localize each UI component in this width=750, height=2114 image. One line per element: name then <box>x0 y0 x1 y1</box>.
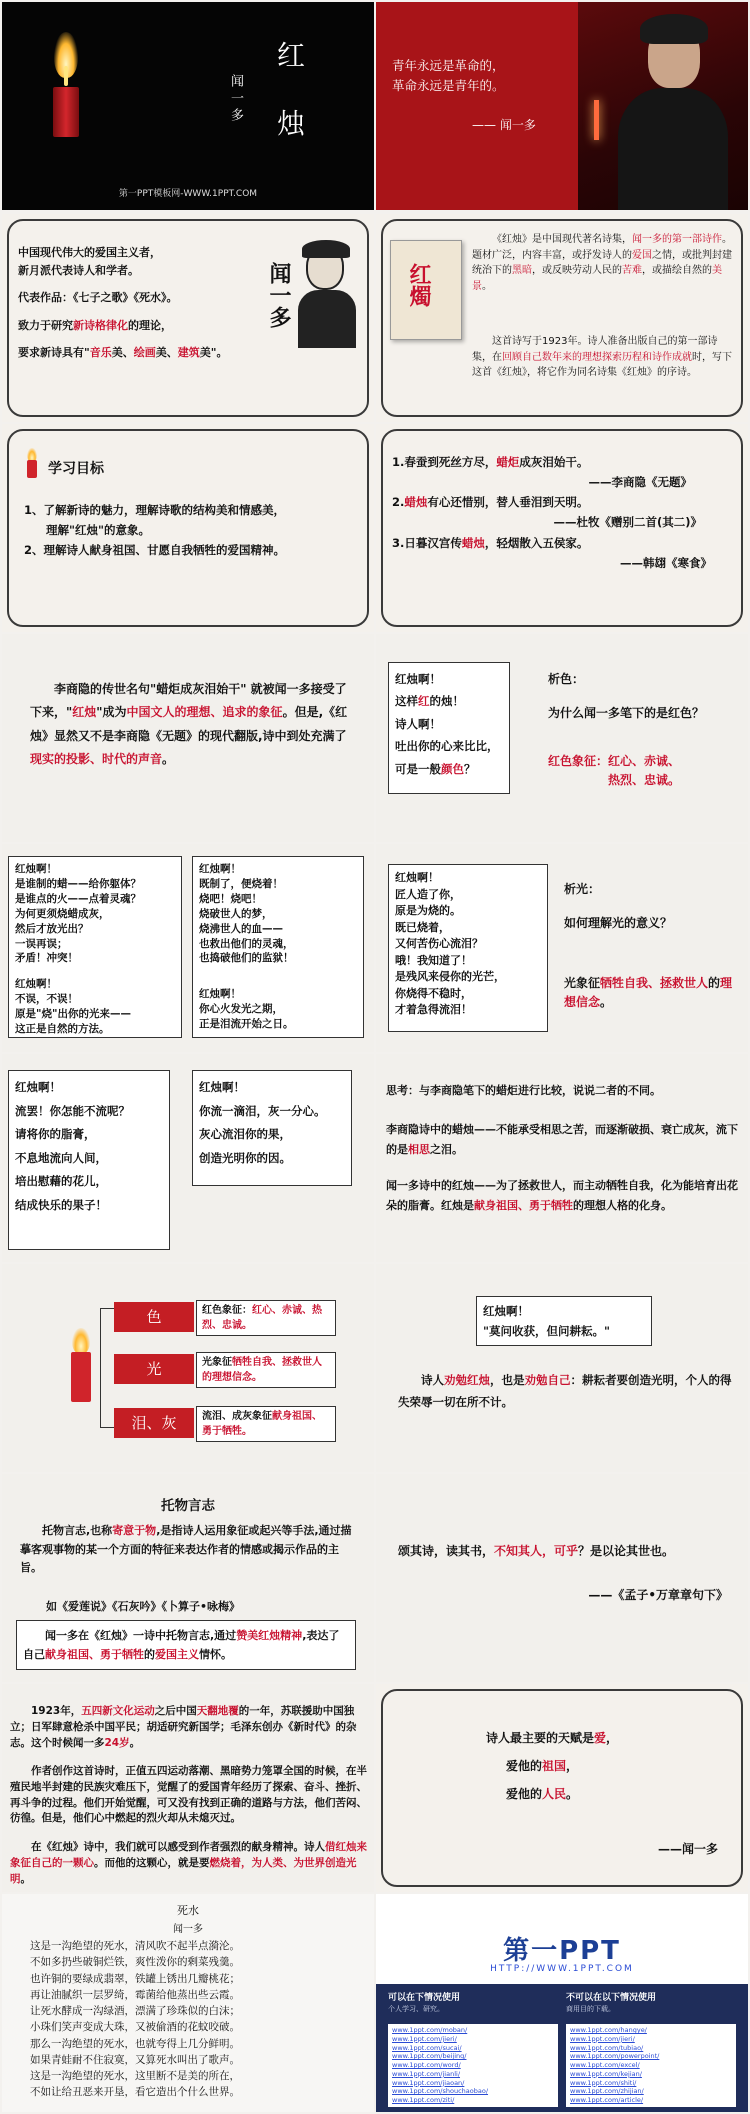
compare-question: 思考：与李商隐笔下的蜡炬进行比较，说说二者的不同。 <box>386 1084 661 1097</box>
dead-water-title: 死水 <box>177 1904 199 1917</box>
poem-line: 小珠们笑声变成大珠，又被偷酒的花蚊咬破。 <box>30 2021 240 2034</box>
goals-heading: 学习目标 <box>48 461 104 477</box>
tuowu-box: 闻一多在《红烛》一诗中托物言志,通过赞美红烛精神,表达了自己献身祖国、勇于牺牲的爱国主义情怀。 <box>16 1620 356 1670</box>
slide-poems <box>376 424 748 632</box>
poem-line: 匠人造了你， <box>395 887 461 901</box>
poem-line: 既已烧着， <box>395 920 450 934</box>
poem-line: 是谁制的蜡——给你躯体？ <box>15 877 141 890</box>
slide-quote <box>376 2 748 210</box>
encourage-box: 红烛啊！ "莫问收获，但问耕耘。" <box>476 1296 652 1346</box>
love-line-2: 爱他的祖国， <box>506 1759 579 1774</box>
slide-poem-flow <box>2 1054 374 1262</box>
tuowu-paragraph-1: 托物言志,也称寄意于物,是指诗人运用象征或起兴等手法,通过描摹客观事物的某一个方面的特征来表达作者的情感或揭示作品的主旨。 <box>20 1524 352 1575</box>
poem-line: 不息地流向人间， <box>15 1150 107 1165</box>
symbol-meaning: 流泪、成灰象征献身祖国、勇于牺牲。 <box>196 1406 336 1442</box>
quote-line-2: 革命永远是青年的。 <box>392 78 505 93</box>
goal-1b: 理解"红烛"的意象。 <box>46 523 150 538</box>
symbol-meaning: 光象征牺牲自我、拯救世人的理想信念。 <box>196 1352 336 1388</box>
candle-image <box>42 32 92 142</box>
poem-line: 一误再误； <box>15 937 68 950</box>
flow-poem-box-left <box>8 1070 170 1250</box>
poem-line: 红烛啊！ <box>199 1080 245 1094</box>
poem-line <box>15 966 175 977</box>
slide-author-intro <box>2 214 374 422</box>
goal-2: 2、理解诗人献身祖国、甘愿自我牺牲的爱国精神。 <box>24 543 285 558</box>
author-vertical: 闻一多 <box>228 74 243 125</box>
background-paragraph-2: 作者创作这首诗时，正值五四运动落潮、黑暗势力笼罩全国的时候，在半殖民地半封建的民族灾难压下，觉醒了的爱国青年经历了探索、奋斗、挫折、再斗争的过程。他们开始觉醒，可又没有找到正确的道路与方法，他们苦闷、彷徨。但是，他们心中燃起的烈火却从未熄灭过。 <box>10 1765 367 1825</box>
slide-analyze-light <box>376 844 748 1052</box>
slide-title <box>2 2 374 210</box>
intro-line-2: 新月派代表诗人和学者。 <box>18 263 139 277</box>
color-analysis-label: 析色： <box>548 672 585 686</box>
flow-poem-box-right <box>192 1070 352 1186</box>
brand-url: HTTP://WWW.1PPT.COM <box>490 1964 634 1974</box>
slide-love <box>376 1684 748 1892</box>
goal-1: 1、了解新诗的魅力，理解诗歌的结构美和情感美， <box>24 503 285 517</box>
poem-quote-3: 3.日暮汉宫传蜡烛，轻烟散入五侯家。 <box>392 535 589 550</box>
brand-link[interactable]: www.1ppt.com/jianli/ <box>392 2069 461 2078</box>
poem-line: 如果青蛙耐不住寂寞，又算死水叫出了歌声。 <box>30 2053 240 2066</box>
brand-link[interactable]: www.1ppt.com/jiaoan/ <box>392 2078 465 2087</box>
brand-link[interactable]: www.1ppt.com/tubiao/ <box>570 2043 644 2052</box>
intro-line-5: 要求新诗具有"音乐美、绘画美、建筑美"。 <box>18 346 228 360</box>
poem-source-1: ——李商隐《无题》 <box>588 475 692 490</box>
brand-link[interactable]: www.1ppt.com/zhijian/ <box>570 2087 644 2096</box>
slide-title-bottom: 烛 <box>277 107 306 140</box>
slide-mencius <box>376 1474 748 1682</box>
brand-link[interactable]: www.1ppt.com/kejian/ <box>570 2069 642 2078</box>
slide-footer: 第一PPT模板网-WWW.1PPT.COM <box>118 189 258 199</box>
light-answer: 光象征牺牲自我、拯救世人的理想信念。 <box>564 976 733 1010</box>
poem-line: 你流一滴泪，灰一分心。 <box>199 1103 326 1118</box>
slide-tuowu <box>2 1474 374 1682</box>
poem-quote-1: 1.春蚕到死丝方尽，蜡炬成灰泪始干。 <box>392 455 589 469</box>
poem-line: 烧沸世人的血—— <box>199 922 283 935</box>
compare-paragraph-1: 李商隐诗中的蜡烛——不能承受相思之苦，而逐渐破损、衰亡成灰，流下的是相思之泪。 <box>386 1123 738 1157</box>
poem-line: 红烛啊！ <box>199 988 241 1001</box>
lishangyin-paragraph: 李商隐的传世名句"蜡炬成灰泪始干" 就被闻一多接受了下来，"红烛"成为中国文人的理想、追求的象征。但是,《红烛》显然又不是李商隐《无题》的现代翻版,诗中到处充满了现实的投影、时代的声音。 <box>30 682 348 767</box>
brand-links-right <box>566 2024 736 2107</box>
slide-symbol-summary <box>2 1264 374 1472</box>
poem-line: 你心火发光之期， <box>199 1003 283 1016</box>
cannot-use-note: 商用目的下载。 <box>566 2005 615 2013</box>
dead-water-author: 闻一多 <box>173 1924 203 1935</box>
love-attrib: ——闻一多 <box>657 1842 718 1856</box>
quote-attrib: —— 闻一多 <box>472 118 536 132</box>
poem-line: 不误，不误！ <box>15 992 78 1005</box>
light-analysis-label: 析光： <box>564 882 601 896</box>
slide-compare <box>376 1054 748 1262</box>
background-paragraph-1: 1923年，五四新文化运动之后中国天翻地覆的一年，苏联援助中国独立；日军肆意枪杀中国平民；胡适研究新国学；毛泽东创办《新时代》的杂志。这个时候闻一多24岁。 <box>10 1705 357 1749</box>
poem-line: 红烛啊！ <box>199 863 241 875</box>
portrait-image <box>578 2 748 210</box>
brand-link[interactable]: www.1ppt.com/jieri/ <box>570 2034 635 2043</box>
light-question: 如何理解光的意义？ <box>564 916 673 930</box>
brand-link[interactable]: www.1ppt.com/beijing/ <box>392 2052 467 2061</box>
can-use-note: 个人学习、研究。 <box>388 2005 444 2013</box>
background-paragraph-3: 在《红烛》诗中，我们就可以感受到作者强烈的献身精神。诗人借红烛来象征自己的一颗心。而他的这颗心，就是要燃烧着，为人类、为世界创造光明。 <box>10 1841 367 1885</box>
brush-name: 闻一多 <box>266 262 291 328</box>
symbol-key: 色 <box>114 1302 194 1332</box>
book-cover-title: 红燭 <box>406 263 431 307</box>
poem-line: 又何苦伤心流泪？ <box>395 937 483 950</box>
cannot-use-title: 不可以在以下情况使用 <box>566 1993 657 2003</box>
poem-line: 原是"烧"出你的光来—— <box>15 1007 131 1020</box>
slide-analyze-color <box>376 634 748 842</box>
book-cover <box>390 240 462 340</box>
poem-line: 既制了，便烧着！ <box>199 877 283 890</box>
color-question: 为什么闻一多笔下的是红色？ <box>548 706 705 720</box>
poem-line: 你烧得不稳时， <box>395 986 472 1000</box>
poem-line: 那么一沟绝望的死水，也就夸得上几分鲜明。 <box>30 2037 240 2050</box>
poem-line: 这正是自然的方法。 <box>15 1022 110 1035</box>
love-line-3: 爱他的人民。 <box>506 1787 579 1802</box>
tuowu-heading: 托物言志 <box>161 1498 215 1514</box>
slide-background <box>2 1684 374 1892</box>
book-paragraph-2: 这首诗写于1923年。诗人准备出版自己的第一部诗集，在回顾自己数年来的理想探索历程和诗作成就时，写下这首《红烛》，将它作为同名诗集《红烛》的序诗。 <box>472 336 732 378</box>
author-sketch <box>298 238 358 348</box>
slide-lishangyin <box>2 634 374 842</box>
symbol-key: 泪、灰 <box>114 1408 194 1438</box>
symbol-key: 光 <box>114 1354 194 1384</box>
poem-line: 也捣破他们的监狱！ <box>199 952 294 965</box>
intro-line-3: 代表作品：《七子之歌》《死水》。 <box>18 291 178 305</box>
poem-line: 正是泪流开始之日。 <box>199 1018 294 1031</box>
color-poem-box: 红烛啊！ 这样红的烛！ 诗人啊！ 吐出你的心来比比， 可是一般颜色？ <box>388 662 510 794</box>
poem-line: 创造光明你的因。 <box>199 1150 291 1165</box>
poem-box-left <box>8 856 182 1038</box>
brand-link[interactable]: www.1ppt.com/hangye/ <box>570 2026 647 2034</box>
brand-links-left <box>388 2024 558 2107</box>
poem-line: 培出慰藉的花儿， <box>15 1174 107 1189</box>
brand-link[interactable]: www.1ppt.com/ziti/ <box>392 2096 455 2105</box>
poem-line: 这是一沟绝望的死水，清风吹不起半点漪沦。 <box>30 1940 240 1952</box>
mencius-quote: 颂其诗，读其书，不知其人，可乎？是以论其世也。 <box>398 1544 675 1558</box>
book-paragraph-1: 《红烛》是中国现代著名诗集，闻一多的第一部诗作。题材广泛，内容丰富，或抒发诗人的爱国之情，或批判封建统治下的黑暗，或反映劳动人民的苦难，或描绘自然的美景。 <box>472 234 732 292</box>
poem-line: 流罢！你怎能不流呢？ <box>15 1103 130 1118</box>
poem-box-right <box>192 856 364 1038</box>
can-use-title: 可以在下情况使用 <box>388 1993 461 2003</box>
poem-line: 原是为烧的。 <box>395 904 461 917</box>
poem-line: 也救出他们的灵魂， <box>199 937 294 950</box>
poem-quote-2: 2.蜡烛有心还惜别，替人垂泪到天明。 <box>392 495 589 510</box>
intro-line-1: 中国现代伟大的爱国主义者， <box>18 246 161 259</box>
brand-link[interactable]: www.1ppt.com/excel/ <box>570 2061 640 2070</box>
compare-paragraph-2: 闻一多诗中的红烛——为了拯救世人，而主动牺牲自我，化为能培育出花朵的脂膏。红烛是献身祖国、勇于牺牲的理想人格的化身。 <box>386 1179 738 1213</box>
poem-source-3: ——韩翃《寒食》 <box>620 555 712 570</box>
poem-line: 不如多扔些破铜烂铁，爽性泼你的剩菜残羹。 <box>30 1956 240 1969</box>
poem-line: 烧破世人的梦， <box>199 907 273 920</box>
tuowu-examples: 如《爱莲说》《石灰吟》《卜算子•咏梅》 <box>46 1600 241 1613</box>
brand-logo: 第一PPT <box>503 1936 621 1966</box>
poem-line: 红烛啊！ <box>15 977 57 990</box>
slide-encourage <box>376 1264 748 1472</box>
brand-link[interactable]: www.1ppt.com/sucai/ <box>392 2043 462 2052</box>
poem-line: 让死水酵成一沟绿酒，漂满了珍珠似的白沫； <box>30 2005 240 2018</box>
candle-icon <box>26 448 38 478</box>
intro-line-4: 致力于研究新诗格律化的理论， <box>18 318 172 332</box>
summary-bracket <box>100 1308 114 1428</box>
love-line-1: 诗人最主要的天赋是爱， <box>486 1731 619 1745</box>
mencius-source: ——《孟子•万章章句下》 <box>588 1588 728 1602</box>
poem-line: 哦！我知道了！ <box>395 953 472 967</box>
poem-line: 红烛啊！ <box>15 863 57 875</box>
poem-line: 是残风来侵你的光芒， <box>395 970 505 983</box>
poem-line: 红烛啊！ <box>15 1080 61 1094</box>
encourage-paragraph: 诗人劝勉红烛，也是劝勉自己：耕耘者要创造光明，个人的得失荣辱一切在所不计。 <box>398 1373 732 1409</box>
poem-line <box>199 966 357 977</box>
symbol-meaning: 红色象征：红心、赤诚、热烈、忠诚。 <box>196 1300 336 1336</box>
brand-link[interactable]: www.1ppt.com/powerpoint/ <box>570 2052 660 2061</box>
slide-dead-water <box>2 1894 374 2112</box>
poem-line: 这是一沟绝望的死水，这里断不是美的所在， <box>30 2070 240 2083</box>
color-answer: 红色象征：红心、赤诚、 热烈、忠诚。 <box>548 754 681 788</box>
poem-line: 为何更须烧蜡成灰， <box>15 907 110 920</box>
slide-book-intro <box>376 214 748 422</box>
brand-link[interactable]: www.1ppt.com/shiti/ <box>570 2078 637 2087</box>
poem-source-2: ——杜牧《赠别二首(其二)》 <box>553 515 702 530</box>
slide-goals <box>2 424 374 632</box>
poem-line: 然后才放光出？ <box>15 922 89 935</box>
dead-water-poem <box>30 1938 350 2101</box>
poem-line: 请将你的脂膏， <box>15 1127 96 1142</box>
brand-link[interactable]: www.1ppt.com/jieri/ <box>392 2034 457 2043</box>
brand-link[interactable]: www.1ppt.com/article/ <box>570 2096 644 2105</box>
poem-line: 红烛啊！ <box>395 871 439 884</box>
poem-line: 再让油腻织一层罗绮，霉菌给他蒸出些云霞。 <box>30 1988 240 2001</box>
poem-line <box>199 977 357 988</box>
poem-line: 不如让给丑恶来开垦，看它造出个什么世界。 <box>30 2086 240 2099</box>
quote-line-1: 青年永远是革命的， <box>392 58 505 73</box>
brand-link[interactable]: www.1ppt.com/word/ <box>392 2061 461 2070</box>
slide-brand <box>376 1894 748 2112</box>
poem-line: 结成快乐的果子！ <box>15 1197 107 1212</box>
poem-line: 才着急得流泪！ <box>395 1003 472 1016</box>
slide-poem-columns <box>2 844 374 1052</box>
poem-line: 是谁点的火——点着灵魂？ <box>15 892 141 905</box>
poem-line: 灰心流泪你的果， <box>199 1127 291 1142</box>
slide-title-top: 红 <box>277 39 306 72</box>
brand-link[interactable]: www.1ppt.com/shouchaobao/ <box>392 2087 489 2096</box>
poem-line: 也许铜的要绿成翡翠，铁罐上锈出几瓣桃花； <box>30 1972 240 1985</box>
summary-candle-icon <box>68 1328 94 1402</box>
light-poem-box <box>388 864 548 1032</box>
brand-link[interactable]: www.1ppt.com/moban/ <box>392 2026 468 2034</box>
poem-line: 烧吧！烧吧！ <box>199 892 262 905</box>
poem-line: 矛盾！冲突！ <box>15 952 78 965</box>
